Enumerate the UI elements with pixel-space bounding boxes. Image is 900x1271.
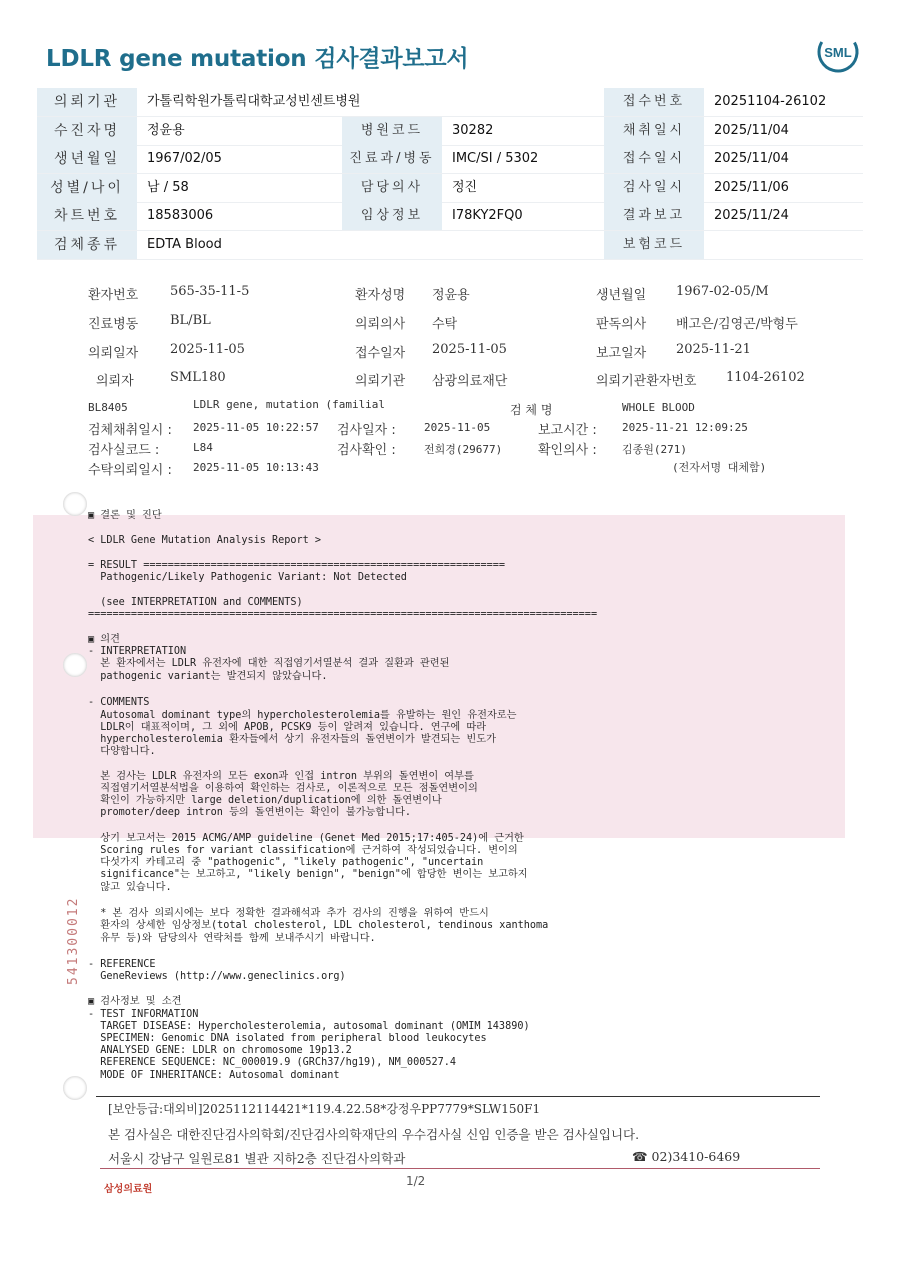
meta-value: 565-35-11-5 — [170, 284, 250, 299]
info-value: 20251104-26102 — [714, 94, 827, 109]
meta-label: 의뢰일자 — [88, 346, 139, 361]
info-value: 정진 — [452, 179, 478, 195]
report-line: 않고 있습니다. — [88, 882, 172, 893]
meta-value: 1967-02-05/M — [676, 284, 769, 299]
meta-value: BL/BL — [170, 313, 211, 328]
receive-datetime: 2025-11-05 10:13:43 — [193, 461, 319, 474]
report-line: promoter/deep intron 등의 돌연변이는 확인이 불가능합니다. — [88, 807, 412, 818]
test-code: BL8405 — [88, 401, 128, 414]
report-line: ▣ 의견 — [88, 634, 120, 645]
info-value: EDTA Blood — [147, 237, 222, 252]
meta-value: 정윤용 — [432, 288, 470, 303]
report-line: < LDLR Gene Mutation Analysis Report > — [88, 535, 322, 546]
report-title: LDLR gene mutation 검사결과보고서 — [46, 46, 469, 72]
meta-label: 진료병동 — [88, 317, 139, 332]
meta-label: 판독의사 — [596, 317, 647, 332]
info-label: 접수일시 — [604, 145, 704, 173]
meta-label: 의뢰기관 — [355, 374, 406, 389]
meta-label: 생년월일 — [596, 288, 647, 303]
meta-label: 검사일자 : — [337, 423, 396, 438]
meta-value: SML180 — [170, 370, 226, 385]
info-row — [37, 145, 863, 174]
report-line: - TEST INFORMATION — [88, 1009, 199, 1020]
meta-label: 보고시간 : — [538, 423, 597, 438]
info-row — [37, 88, 863, 117]
svg-text:SML: SML — [824, 45, 852, 60]
info-row — [37, 117, 863, 146]
info-label: 검사일시 — [604, 174, 704, 202]
meta-value: 배고은/김영곤/박형두 — [676, 317, 798, 332]
report-line: - COMMENTS — [88, 697, 150, 708]
info-row — [37, 231, 863, 260]
meta-label: 의뢰의사 — [355, 317, 406, 332]
meta-label: 보고일자 — [596, 346, 647, 361]
patient-info-table — [37, 88, 863, 260]
report-line: hypercholesterolemia 환자들에서 상기 유전자들의 돌연변이가 발견되는 빈도가 — [88, 734, 496, 745]
confirm-person: 전희경(29677) — [424, 443, 503, 456]
punch-hole — [63, 653, 87, 677]
info-value — [444, 88, 602, 116]
info-label: 수진자명 — [37, 117, 137, 145]
report-line: Scoring rules for variant classification에 근거하여 작성되었습니다. 변이의 — [88, 845, 518, 856]
info-label: 생년월일 — [37, 145, 137, 173]
report-line: GeneReviews (http://www.geneclinics.org) — [88, 971, 346, 982]
info-value — [706, 231, 864, 259]
info-label: 결과보고 — [604, 202, 704, 230]
meta-label: 검체채취일시 : — [88, 423, 172, 438]
info-label: 차트번호 — [37, 202, 137, 230]
report-line: - REFERENCE — [88, 959, 156, 970]
info-label: 보험코드 — [604, 231, 704, 259]
page-number: 1/2 — [406, 1174, 426, 1188]
lab-address: 서울시 강남구 일원로81 별관 지하2층 진단검사의학과 — [108, 1151, 406, 1166]
esign-note: (전자서명 대체함) — [672, 461, 767, 474]
meta-label: 환자성명 — [355, 288, 406, 303]
report-line: 본 검사는 LDLR 유전자의 모든 exon과 인접 intron 부위의 돌연변이 여부를 — [88, 771, 474, 782]
report-line: * 본 검사 의뢰시에는 보다 정확한 결과해석과 추가 검사의 진행을 위하여 반드시 — [88, 908, 489, 919]
info-label: 채취일시 — [604, 117, 704, 145]
meta-label: 수탁의뢰일시 : — [88, 463, 172, 478]
report-line: = RESULT =========================================================== — [88, 560, 506, 571]
security-line: [보안등급:대외비]2025112114421*119.4.22.58*강정우PP7779*SLW150F1 — [108, 1102, 541, 1116]
punch-hole — [63, 1076, 87, 1100]
report-line: 환자의 상세한 임상정보(total cholesterol, LDL cholesterol, tendinous xanthoma — [88, 920, 549, 931]
info-value: 가톨릭학원가톨릭대학교성빈센트병원 — [147, 94, 361, 109]
info-label: 검체종류 — [37, 231, 137, 259]
report-line: 다양합니다. — [88, 746, 156, 757]
certification-text: 본 검사실은 대한진단검사의학회/진단검사의학재단의 우수검사실 신임 인증을 받은 검사실입니다. — [108, 1127, 640, 1142]
report-time: 2025-11-21 12:09:25 — [622, 421, 748, 434]
info-value: 18583006 — [147, 208, 214, 224]
side-serial-number: 541300012 — [66, 896, 81, 985]
meta-value: 1104-26102 — [726, 370, 805, 385]
meta-label: 접수일자 — [355, 346, 406, 361]
info-label: 성별/나이 — [37, 174, 137, 202]
sml-logo — [816, 30, 860, 74]
report-line: 유무 등)와 담당의사 연락처를 함께 보내주시기 바랍니다. — [88, 933, 376, 944]
report-line: REFERENCE SEQUENCE: NC_000019.9 (GRCh37/hg19), NM_000527.4 — [88, 1057, 457, 1068]
report-line: 본 환자에서는 LDLR 유전자에 대한 직접염기서열분석 결과 질환과 관련된 — [88, 658, 450, 669]
report-line: ▣ 결론 및 진단 — [88, 510, 162, 521]
confirm-doctor: 김종원(271) — [622, 443, 687, 456]
report-line: LDLR이 대표적이며, 그 외에 APOB, PCSK9 등이 알려져 있습니다. 연구에 따라 — [88, 722, 487, 733]
room-code: L84 — [193, 441, 213, 454]
meta-label: 확인의사 : — [538, 443, 597, 458]
info-value: 1967/02/05 — [147, 151, 222, 167]
info-value: 2025/11/06 — [714, 179, 789, 195]
test-date: 2025-11-05 — [424, 421, 491, 434]
info-value: I78KY2FQ0 — [452, 208, 523, 224]
info-value: 정윤용 — [147, 122, 185, 138]
report-line: Autosomal dominant type의 hypercholesterolemia를 유발하는 원인 유전자로는 — [88, 710, 517, 721]
meta-value: 삼광의료재단 — [432, 374, 508, 389]
test-name: LDLR gene, mutation (familial — [193, 398, 386, 411]
report-line: =================================================================================== — [88, 609, 598, 620]
info-value: 2025/11/04 — [714, 122, 789, 138]
collect-datetime: 2025-11-05 10:22:57 — [193, 421, 319, 434]
info-row — [37, 174, 863, 203]
footer-divider-red — [100, 1168, 820, 1169]
info-value: 남 / 58 — [147, 179, 189, 195]
meta-value: 2025-11-21 — [676, 342, 751, 357]
info-value: 2025/11/04 — [714, 151, 789, 167]
report-line: pathogenic variant는 발견되지 않았습니다. — [88, 671, 328, 682]
info-label: 병원코드 — [342, 117, 442, 145]
meta-value: 수탁 — [432, 317, 458, 332]
report-line: SPECIMEN: Genomic DNA isolated from peripheral blood leukocytes — [88, 1033, 487, 1044]
report-line: ANALYSED GENE: LDLR on chromosome 19p13.2 — [88, 1045, 352, 1056]
info-value: 30282 — [452, 122, 494, 138]
meta-label: 환자번호 — [88, 288, 139, 303]
info-value: 2025/11/24 — [714, 208, 789, 224]
meta-label: 의뢰기관환자번호 — [596, 374, 697, 389]
report-line: 확인이 가능하지만 large deletion/duplication에 의한 돌연변이나 — [88, 795, 442, 806]
info-value — [444, 231, 602, 259]
meta-value: 2025-11-05 — [170, 342, 245, 357]
report-line: (see INTERPRETATION and COMMENTS) — [88, 597, 303, 608]
punch-hole — [63, 492, 87, 516]
meta-label: 검사확인 : — [337, 443, 396, 458]
info-value: IMC/SI / 5302 — [452, 151, 539, 167]
meta-value: 2025-11-05 — [432, 342, 507, 357]
meta-label: 검 체 명 — [510, 403, 553, 417]
info-label: 진료과/병동 — [342, 145, 442, 173]
info-label: 담당의사 — [342, 174, 442, 202]
report-line: 직접염기서열분석법을 이용하여 확인하는 검사로, 이론적으로 모든 점돌연변이의 — [88, 783, 478, 794]
info-label: 임상정보 — [342, 202, 442, 230]
meta-label: 의뢰자 — [96, 374, 134, 389]
lab-phone: ☎ 02)3410-6469 — [632, 1149, 741, 1164]
report-line: Pathogenic/Likely Pathogenic Variant: Not Detected — [88, 572, 407, 583]
report-line: 상기 보고서는 2015 ACMG/AMP guideline (Genet Med 2015;17:405-24)에 근거한 — [88, 833, 524, 844]
report-line: - INTERPRETATION — [88, 646, 187, 657]
info-label: 접수번호 — [604, 88, 704, 116]
report-line: MODE OF INHERITANCE: Autosomal dominant — [88, 1070, 340, 1081]
report-line: 다섯가지 카테고리 중 "pathogenic", "likely pathogenic", "uncertain — [88, 857, 484, 868]
meta-label: 검사실코드 : — [88, 443, 160, 458]
info-label: 의뢰기관 — [37, 88, 137, 116]
report-line: significance"는 보고하고, "likely benign", "benign"에 합당한 변이는 보고하지 — [88, 869, 528, 880]
footer-divider — [96, 1096, 820, 1097]
report-line: TARGET DISEASE: Hypercholesterolemia, autosomal dominant (OMIM 143890) — [88, 1021, 530, 1032]
hospital-name: 삼성의료원 — [104, 1184, 153, 1195]
report-line: ▣ 검사정보 및 소견 — [88, 996, 182, 1007]
info-row — [37, 202, 863, 231]
specimen-value: WHOLE BLOOD — [622, 401, 695, 414]
